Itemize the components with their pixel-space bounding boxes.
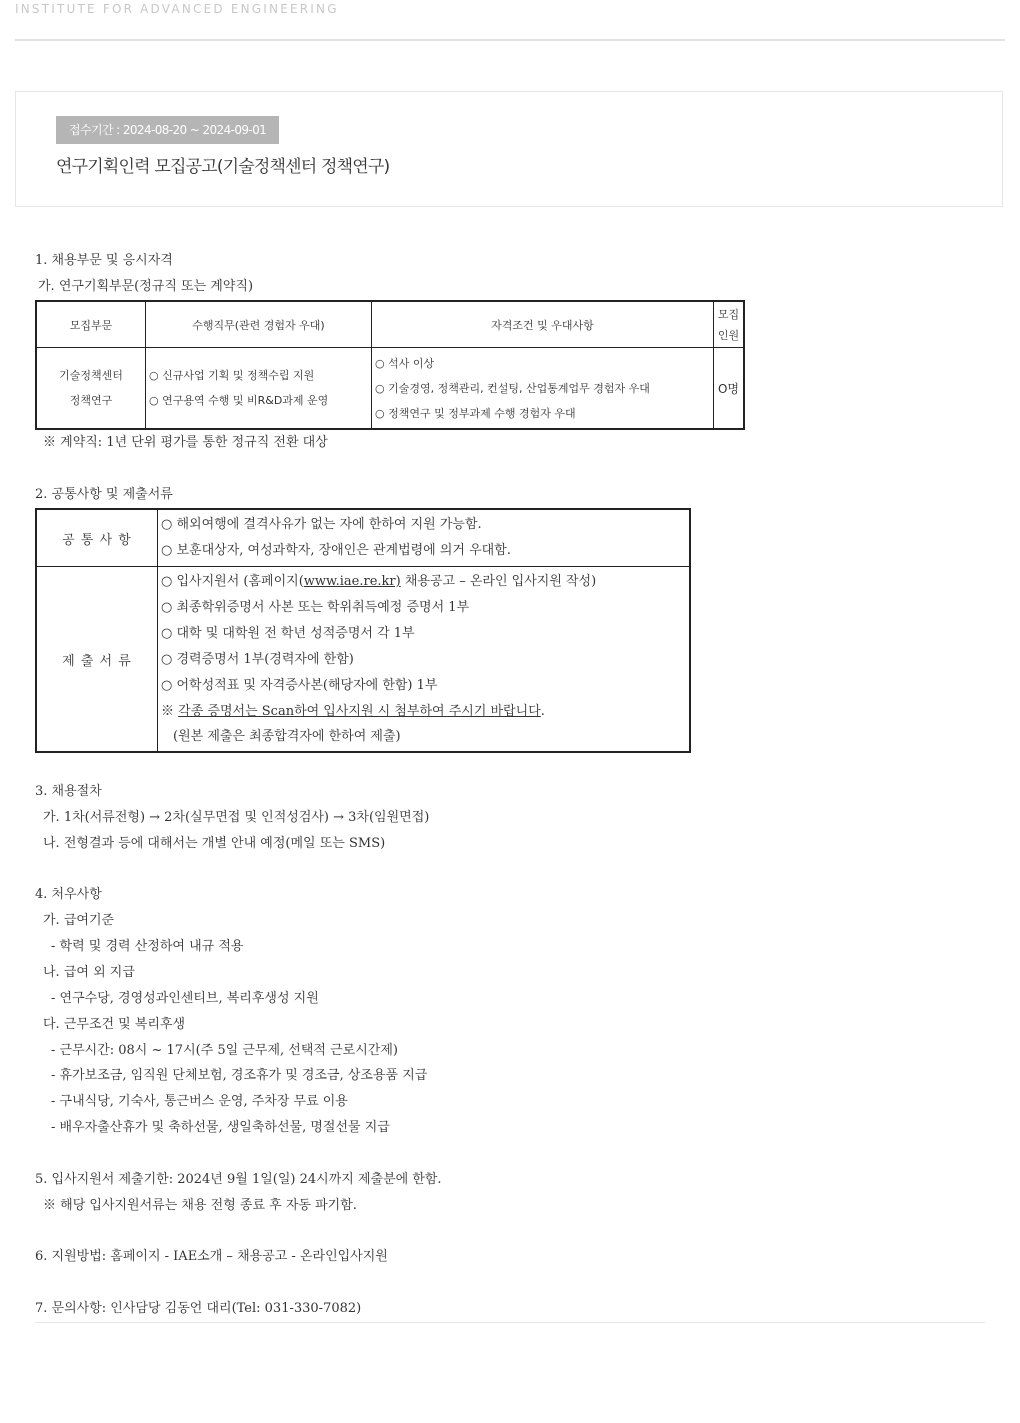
dept-line: 기술정책센터 — [59, 369, 123, 382]
col-header-headcount — [714, 301, 745, 348]
documents-note-prefix: ※ — [161, 704, 179, 719]
benefit-line: - 휴가보조금, 임직원 단체보험, 경조휴가 및 경조금, 상조용품 지급 — [51, 1068, 428, 1083]
col-header-dept: 모집부문 — [36, 301, 146, 348]
dept-line: 정책연구 — [69, 394, 113, 407]
col-header-duties: 수행직무(관련 경험자 우대) — [146, 301, 372, 348]
documents-note-suffix: . — [540, 704, 545, 719]
benefit-line: - 배우자출산휴가 및 축하선물, 생일축하선물, 명절선물 지급 — [51, 1120, 390, 1135]
section5-heading: 5. 입사지원서 제출기한: 2024년 9월 1일(일) 24시까지 제출분에 한함. — [35, 1172, 442, 1187]
cell-duties — [146, 348, 372, 430]
col-header-headcount-line1: 모집 — [717, 307, 740, 321]
document-item: ○ 대학 및 대학원 전 학년 성적증명서 각 1부 — [161, 626, 415, 641]
duty-item: ○ 신규사업 기획 및 정책수립 지원 — [149, 369, 315, 382]
institute-label: INSTITUTE FOR ADVANCED ENGINEERING — [15, 2, 339, 16]
benefit-line: - 학력 및 경력 산정하여 내규 적용 — [51, 939, 244, 954]
documents-note-original: (원본 제출은 최종합격자에 한하여 제출) — [173, 729, 401, 744]
section1-subheading: 가. 연구기획부문(정규직 또는 계약직) — [38, 279, 254, 294]
cell-headcount: O명 — [714, 348, 745, 430]
duty-item: ○ 연구용역 수행 및 비R&D과제 운영 — [149, 394, 329, 407]
section6-heading: 6. 지원방법: 홈페이지 - IAE소개 – 채용공고 - 온라인입사지원 — [35, 1249, 388, 1264]
qualification-item: ○ 석사 이상 — [375, 356, 435, 370]
application-period-badge: 접수기간 : 2024-08-20 ~ 2024-09-01 — [56, 116, 279, 144]
section2-heading: 2. 공통사항 및 제출서류 — [35, 487, 173, 502]
documents-cell — [158, 567, 691, 753]
col-header-qualifications: 자격조건 및 우대사항 — [372, 301, 714, 348]
process-item: 가. 1차(서류전형) → 2차(실무면접 및 인적성검사) → 3차(임원면접) — [43, 810, 430, 825]
benefit-line: - 근무시간: 08시 ~ 17시(주 5일 근무제, 선택적 근로시간제) — [51, 1043, 398, 1058]
section1-heading: 1. 채용부문 및 응시자격 — [35, 253, 173, 268]
document-item: ○ 최종학위증명서 사본 또는 학위취득예정 증명서 1부 — [161, 600, 470, 615]
document-item: ○ 어학성적표 및 자격증사본(해당자에 한함) 1부 — [161, 678, 438, 693]
col-header-headcount-line2: 인원 — [717, 328, 740, 342]
document-item — [158, 569, 689, 595]
section5-note: ※ 해당 입사지원서류는 채용 전형 종료 후 자동 파기함. — [43, 1198, 357, 1213]
benefit-line: 다. 근무조건 및 복리후생 — [43, 1017, 186, 1032]
documents-label: 제 출 서 류 — [36, 567, 158, 753]
qualification-item: ○ 기술경영, 정책관리, 컨설팅, 산업통계업무 경험자 우대 — [375, 381, 650, 395]
section7-heading: 7. 문의사항: 인사담당 김동언 대리(Tel: 031-330-7082) — [35, 1301, 362, 1316]
notice-header-box — [15, 91, 1003, 207]
documents-note-text: 각종 증명서는 Scan하여 입사지원 시 첨부하여 주시기 바랍니다 — [178, 704, 541, 719]
cell-qualifications — [372, 348, 714, 430]
common-items-cell — [158, 509, 691, 567]
section4-heading: 4. 처우사항 — [35, 887, 102, 902]
document-item-text: ○ 입사지원서 (홈페이지( — [161, 574, 304, 589]
homepage-link[interactable]: www.iae.re.kr) — [303, 574, 401, 589]
section3-heading: 3. 채용절차 — [35, 784, 102, 799]
document-item-text: 채용공고 – 온라인 입사지원 작성) — [400, 574, 597, 589]
common-label: 공 통 사 항 — [36, 509, 158, 567]
qualification-item: ○ 정책연구 및 정부과제 수행 경험자 우대 — [375, 406, 576, 420]
benefit-line: 나. 급여 외 지급 — [43, 965, 135, 980]
common-item: ○ 보훈대상자, 여성과학자, 장애인은 관계법령에 의거 우대함. — [161, 543, 511, 558]
cell-dept — [36, 348, 146, 430]
process-item: 나. 전형결과 등에 대해서는 개별 안내 예정(메일 또는 SMS) — [43, 836, 386, 851]
document-item: ○ 경력증명서 1부(경력자에 한함) — [161, 652, 354, 667]
benefit-line: - 구내식당, 기숙사, 통근버스 운영, 주차장 무료 이용 — [51, 1094, 348, 1109]
benefit-line: 가. 급여기준 — [43, 913, 115, 928]
contract-note: ※ 계약직: 1년 단위 평가를 통한 정규직 전환 대상 — [43, 435, 328, 450]
header-divider — [15, 39, 1005, 41]
benefit-line: - 연구수당, 경영성과인센티브, 복리후생성 지원 — [51, 991, 319, 1006]
common-item: ○ 해외여행에 결격사유가 없는 자에 한하여 지원 가능함. — [161, 517, 482, 532]
common-documents-table — [35, 508, 691, 753]
notice-title: 연구기획인력 모집공고(기술정책센터 정책연구) — [56, 157, 390, 177]
recruitment-table — [35, 300, 745, 430]
footer-divider — [35, 1322, 985, 1323]
documents-note — [158, 699, 689, 725]
